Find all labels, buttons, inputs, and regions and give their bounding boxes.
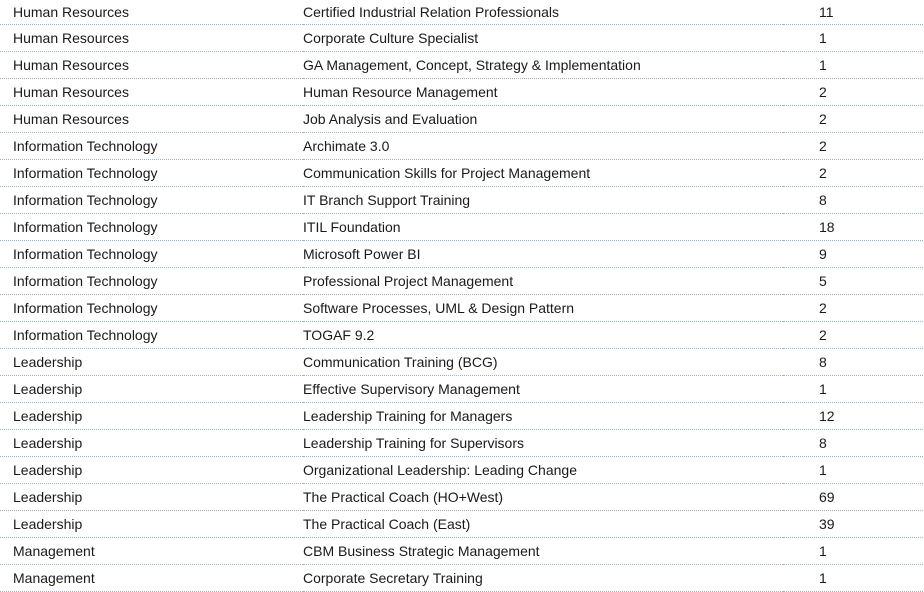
count-cell: 2: [783, 160, 924, 187]
program-cell: Effective Supervisory Management: [303, 376, 783, 403]
category-cell: Information Technology: [0, 268, 303, 295]
count-cell: 1: [783, 376, 924, 403]
table-row: [0, 160, 924, 187]
category-cell: Leadership: [0, 349, 303, 376]
program-cell: Corporate Culture Specialist: [303, 25, 783, 52]
count-cell: 2: [783, 295, 924, 322]
count-cell: 1: [783, 457, 924, 484]
category-cell: Human Resources: [0, 25, 303, 52]
table-row: [0, 268, 924, 295]
count-cell: 2: [783, 133, 924, 160]
program-cell: TOGAF 9.2: [303, 322, 783, 349]
category-cell: Human Resources: [0, 52, 303, 79]
table-row: [0, 322, 924, 349]
count-cell: 1: [783, 538, 924, 565]
category-cell: Information Technology: [0, 160, 303, 187]
count-cell: 12: [783, 403, 924, 430]
table-row: [0, 214, 924, 241]
program-cell: Software Processes, UML & Design Pattern: [303, 295, 783, 322]
count-cell: 8: [783, 430, 924, 457]
category-cell: Information Technology: [0, 295, 303, 322]
program-cell: IT Branch Support Training: [303, 187, 783, 214]
count-cell: 2: [783, 106, 924, 133]
program-cell: Communication Training (BCG): [303, 349, 783, 376]
count-cell: 11: [783, 0, 924, 25]
table-row: [0, 0, 924, 25]
category-cell: Human Resources: [0, 106, 303, 133]
count-cell: 1: [783, 52, 924, 79]
category-cell: Human Resources: [0, 79, 303, 106]
count-cell: 2: [783, 322, 924, 349]
count-cell: 18: [783, 214, 924, 241]
program-cell: The Practical Coach (East): [303, 511, 783, 538]
table-row: [0, 565, 924, 592]
count-cell: 1: [783, 565, 924, 592]
program-cell: CBM Business Strategic Management: [303, 538, 783, 565]
program-cell: Human Resource Management: [303, 79, 783, 106]
count-cell: 39: [783, 511, 924, 538]
program-cell: Leadership Training for Managers: [303, 403, 783, 430]
table-row: [0, 106, 924, 133]
program-cell: ITIL Foundation: [303, 214, 783, 241]
program-cell: Organizational Leadership: Leading Change: [303, 457, 783, 484]
table-row: [0, 25, 924, 52]
count-cell: 1: [783, 25, 924, 52]
program-cell: The Practical Coach (HO+West): [303, 484, 783, 511]
table-row: [0, 187, 924, 214]
table-row: [0, 403, 924, 430]
program-cell: GA Management, Concept, Strategy & Implementation: [303, 52, 783, 79]
program-cell: Archimate 3.0: [303, 133, 783, 160]
table-row: [0, 133, 924, 160]
table-row: [0, 241, 924, 268]
table-row: [0, 52, 924, 79]
category-cell: Leadership: [0, 484, 303, 511]
program-cell: Communication Skills for Project Management: [303, 160, 783, 187]
count-cell: 69: [783, 484, 924, 511]
table-row: [0, 295, 924, 322]
table-row: [0, 457, 924, 484]
table-row: [0, 376, 924, 403]
category-cell: Information Technology: [0, 214, 303, 241]
category-cell: Leadership: [0, 376, 303, 403]
count-cell: 9: [783, 241, 924, 268]
category-cell: Management: [0, 565, 303, 592]
count-cell: 5: [783, 268, 924, 295]
category-cell: Leadership: [0, 457, 303, 484]
table-row: [0, 349, 924, 376]
category-cell: Management: [0, 538, 303, 565]
category-cell: Information Technology: [0, 241, 303, 268]
program-cell: Leadership Training for Supervisors: [303, 430, 783, 457]
table-row: [0, 79, 924, 106]
program-cell: Job Analysis and Evaluation: [303, 106, 783, 133]
table-row: [0, 538, 924, 565]
table-row: [0, 511, 924, 538]
count-cell: 8: [783, 187, 924, 214]
count-cell: 2: [783, 79, 924, 106]
count-cell: 8: [783, 349, 924, 376]
program-cell: Corporate Secretary Training: [303, 565, 783, 592]
category-cell: Leadership: [0, 430, 303, 457]
category-cell: Information Technology: [0, 322, 303, 349]
program-cell: Certified Industrial Relation Professionals: [303, 0, 783, 25]
category-cell: Human Resources: [0, 0, 303, 25]
category-cell: Leadership: [0, 403, 303, 430]
category-cell: Information Technology: [0, 187, 303, 214]
table-row: [0, 484, 924, 511]
program-cell: Microsoft Power BI: [303, 241, 783, 268]
category-cell: Information Technology: [0, 133, 303, 160]
table-row: [0, 430, 924, 457]
category-cell: Leadership: [0, 511, 303, 538]
program-cell: Professional Project Management: [303, 268, 783, 295]
